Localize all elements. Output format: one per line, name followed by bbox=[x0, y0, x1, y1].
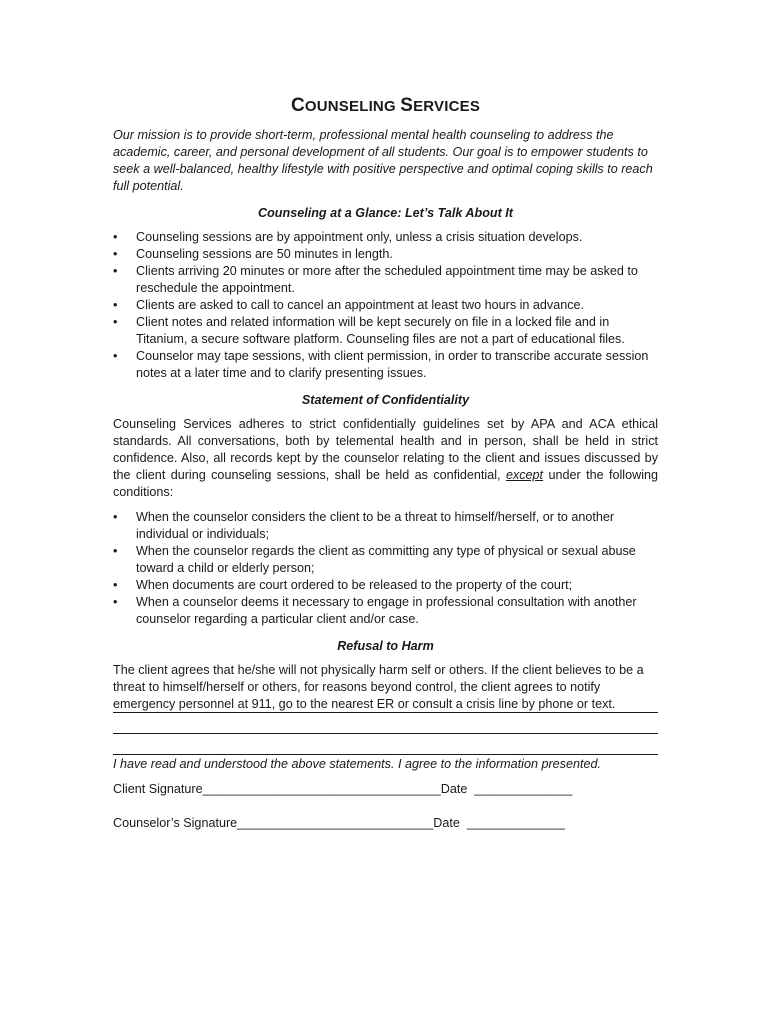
bullet-glyph: • bbox=[113, 544, 118, 558]
except-word: except bbox=[505, 468, 544, 482]
title-rest-services: ERVICES bbox=[413, 98, 481, 115]
refusal-paragraph: The client agrees that he/she will not physically harm self or others. If the client believes to be a threat to himself/herself or others, for reasons beyond control, the client agrees to notify emergency personnel at 911, go to the nearest ER or consult a crisis line by phone or text. bbox=[113, 663, 644, 711]
mission-statement: Our mission is to provide short-term, professional mental health counseling to address the academic, career, and personal development of all students. Our goal is to empower students to seek a well-balanced, healthy lifestyle with positive perspective and optimal coping skills to reach full potential. bbox=[113, 128, 653, 193]
list-item: • Counselor may tape sessions, with client permission, in order to transcribe accurate session notes at a later time and to clarify presenting issues. bbox=[113, 349, 649, 380]
list-item: • Clients arriving 20 minutes or more after the scheduled appointment time may be asked to reschedule the appointment. bbox=[113, 264, 638, 295]
list-item: • When a counselor deems it necessary to engage in professional consultation with another counselor regarding a particular client and/or case. bbox=[113, 595, 637, 626]
refusal-heading: Refusal to Harm bbox=[337, 639, 434, 653]
glance-bullet-list bbox=[113, 229, 658, 382]
bullet-glyph: • bbox=[113, 349, 118, 363]
title-initial-s: S bbox=[400, 95, 414, 116]
confidentiality-heading: Statement of Confidentiality bbox=[301, 393, 470, 407]
list-item: • When the counselor regards the client as committing any type of physical or sexual abuse toward a child or elderly person; bbox=[113, 544, 636, 575]
list-item: • Clients are asked to call to cancel an appointment at least two hours in advance. bbox=[113, 298, 585, 312]
bullet-glyph: • bbox=[113, 315, 118, 329]
client-signature-line: Client Signature__________________________________Date ______________ bbox=[113, 782, 573, 796]
bullet-glyph: • bbox=[113, 595, 118, 609]
glance-heading: Counseling at a Glance: Let’s Talk About It bbox=[258, 206, 513, 220]
document-page bbox=[113, 96, 658, 832]
list-item: • When documents are court ordered to be released to the property of the court; bbox=[113, 578, 573, 592]
list-item: • Counseling sessions are by appointment only, unless a crisis situation develops. bbox=[113, 230, 583, 244]
blank-line-3 bbox=[113, 754, 658, 755]
bullet-glyph: • bbox=[113, 578, 118, 592]
list-item: • Counseling sessions are 50 minutes in length. bbox=[113, 247, 393, 261]
list-item: • When the counselor considers the client to be a threat to himself/herself, or to another individual or individuals; bbox=[113, 510, 615, 541]
bullet-glyph: • bbox=[113, 247, 118, 261]
confidentiality-bullet-list bbox=[113, 509, 658, 628]
bullet-glyph: • bbox=[113, 510, 118, 524]
blank-line-2 bbox=[113, 733, 658, 734]
list-item: • Client notes and related information will be kept securely on file in a locked file and in Titanium, a secure software platform. Counseling files are not a part of educational files. bbox=[113, 315, 625, 346]
bullet-glyph: • bbox=[113, 298, 118, 312]
bullet-glyph: • bbox=[113, 264, 118, 278]
title-initial-c: C bbox=[290, 95, 305, 116]
title-rest-counseling: OUNSELING bbox=[304, 98, 401, 115]
bullet-glyph: • bbox=[113, 230, 118, 244]
page-title bbox=[113, 96, 658, 116]
confidentiality-paragraph: Counseling Services adheres to strict confidentially guidelines set by APA and ACA ethical standards. All conversations, both by telemental health and in person, shall be held in strict confidence. Also, all records kept by the counselor relating to the client and issues discussed by the client during counseling sessions, shall be held as confidential, except under the following conditions: bbox=[113, 417, 659, 499]
counselor-signature-line: Counselor’s Signature____________________________Date ______________ bbox=[113, 816, 565, 830]
agreement-statement: I have read and understood the above statements. I agree to the information presented. bbox=[113, 757, 601, 771]
